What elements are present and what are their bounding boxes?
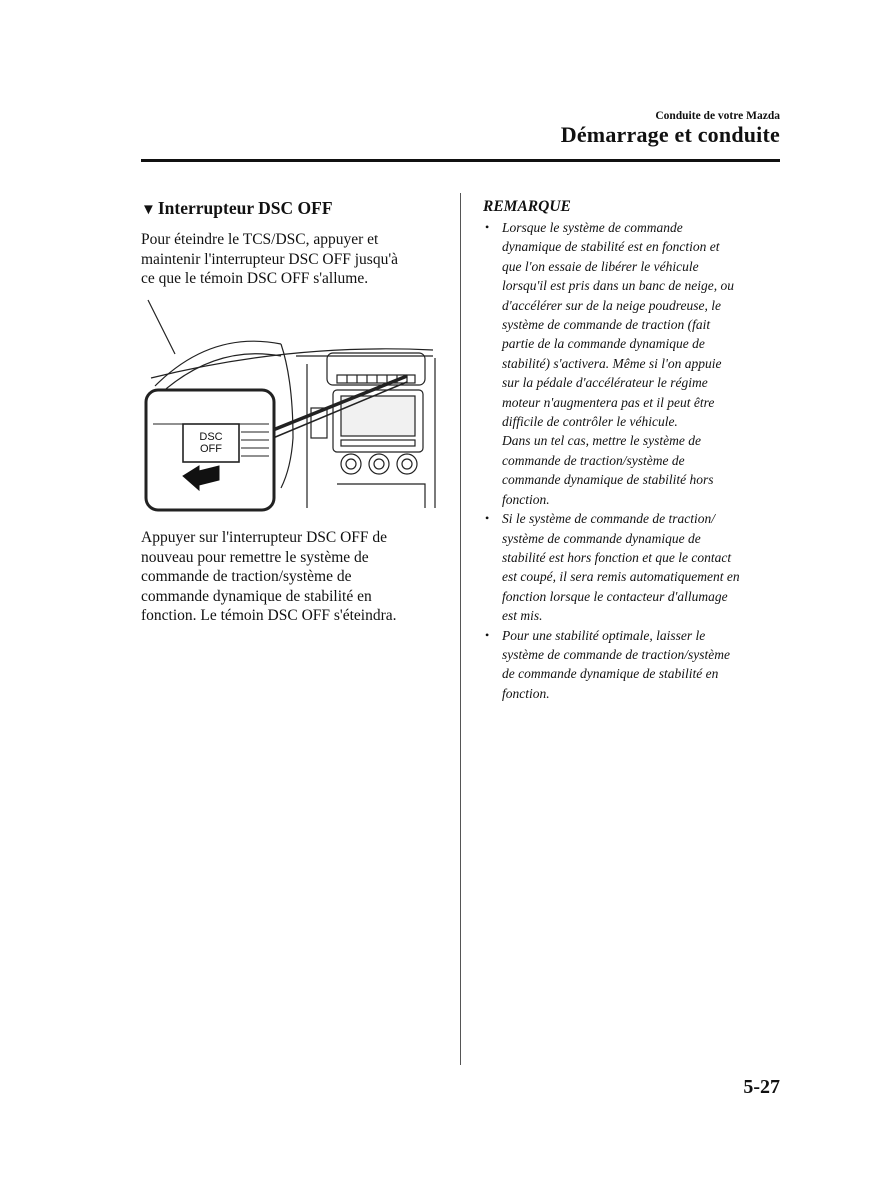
paragraph-line: nouveau pour remettre le système de xyxy=(141,548,369,566)
note-line: de commande dynamique de stabilité en xyxy=(502,666,719,682)
note-item xyxy=(483,509,783,625)
note-line: fonction. xyxy=(502,491,550,507)
bullet-icon: • xyxy=(485,627,490,642)
note-line: système de commande de traction (fait xyxy=(502,317,711,333)
triangle-marker-icon: ▼ xyxy=(141,202,156,218)
bullet-icon: • xyxy=(485,511,490,526)
paragraph-line: ce que le témoin DSC OFF s'allume. xyxy=(141,270,369,287)
steering-wheel-edge xyxy=(281,344,293,488)
note-line: d'accélérer sur de la neige poudreuse, le xyxy=(502,297,721,313)
paragraph-line: Appuyer sur l'interrupteur DSC OFF de xyxy=(141,529,388,546)
running-header-subtitle: Conduite de votre Mazda xyxy=(655,110,780,122)
dsc-off-switch-illustration xyxy=(141,298,441,518)
intro-paragraph xyxy=(141,230,441,289)
note-line: commande dynamique de stabilité hors xyxy=(502,472,714,488)
note-line: stabilité) s'activera. Même si l'on appuie xyxy=(502,355,722,371)
column-divider xyxy=(460,193,461,1065)
note-line: difficile de contrôler le véhicule. xyxy=(502,414,678,430)
note-item xyxy=(483,218,783,509)
note-line: moteur n'augmentera pas et il peut être xyxy=(502,394,715,410)
note-line: système de commande dynamique de xyxy=(502,530,701,546)
paragraph-line: commande dynamique de stabilité en xyxy=(141,587,372,605)
right-control-knob xyxy=(397,454,417,474)
running-header-title: Démarrage et conduite xyxy=(560,122,780,147)
note-line: est coupé, il sera remis automatiquement en xyxy=(502,569,740,585)
note-list xyxy=(483,218,783,703)
paragraph-line: maintenir l'interrupteur DSC OFF jusqu'à xyxy=(141,250,399,268)
note-line: que l'on essaie de libérer le véhicule xyxy=(502,258,699,274)
note-heading: REMARQUE xyxy=(483,198,571,215)
paragraph-line: commande de traction/système de xyxy=(141,568,352,585)
switch-label-off: OFF xyxy=(200,443,222,455)
note-line: partie de la commande dynamique de xyxy=(502,336,705,352)
note-item xyxy=(483,626,783,704)
center-control-knob xyxy=(369,454,389,474)
note-line: Lorsque le système de commande xyxy=(502,220,683,235)
lower-console-edge xyxy=(337,484,425,508)
left-control-knob xyxy=(341,454,361,474)
paragraph-line: Pour éteindre le TCS/DSC, appuyer et xyxy=(141,231,379,248)
note-line: stabilité est hors fonction et que le contact xyxy=(502,549,732,565)
note-line: fonction lorsque le contacteur d'allumage xyxy=(502,588,728,604)
note-line: dynamique de stabilité est en fonction et xyxy=(502,239,720,255)
center-display-screen xyxy=(341,396,415,436)
section-heading-text: Interrupteur DSC OFF xyxy=(157,198,333,218)
switch-label-dsc: DSC xyxy=(199,431,223,443)
note-line: Si le système de commande de traction/ xyxy=(502,511,715,527)
display-button-row xyxy=(341,440,415,446)
upper-display-housing xyxy=(327,353,425,385)
note-line: Pour une stabilité optimale, laisser le xyxy=(502,627,706,643)
page-number: 5-27 xyxy=(743,1076,780,1098)
note-line: commande de traction/système de xyxy=(502,452,685,468)
note-line: lorsqu'il est pris dans un banc de neige, ou xyxy=(502,278,734,294)
note-line: système de commande de traction/système xyxy=(502,646,730,662)
section-heading xyxy=(141,198,333,219)
note-line: est mis. xyxy=(502,608,543,624)
bullet-icon: • xyxy=(485,220,490,234)
steering-pointer-line xyxy=(148,300,175,354)
note-line: Dans un tel cas, mettre le système de xyxy=(502,433,701,449)
header-rule xyxy=(141,159,780,162)
note-line: fonction. xyxy=(502,685,550,701)
reactivate-paragraph xyxy=(141,528,441,626)
paragraph-line: fonction. Le témoin DSC OFF s'éteindra. xyxy=(141,607,397,624)
note-line: sur la pédale d'accélérateur le régime xyxy=(502,375,708,391)
